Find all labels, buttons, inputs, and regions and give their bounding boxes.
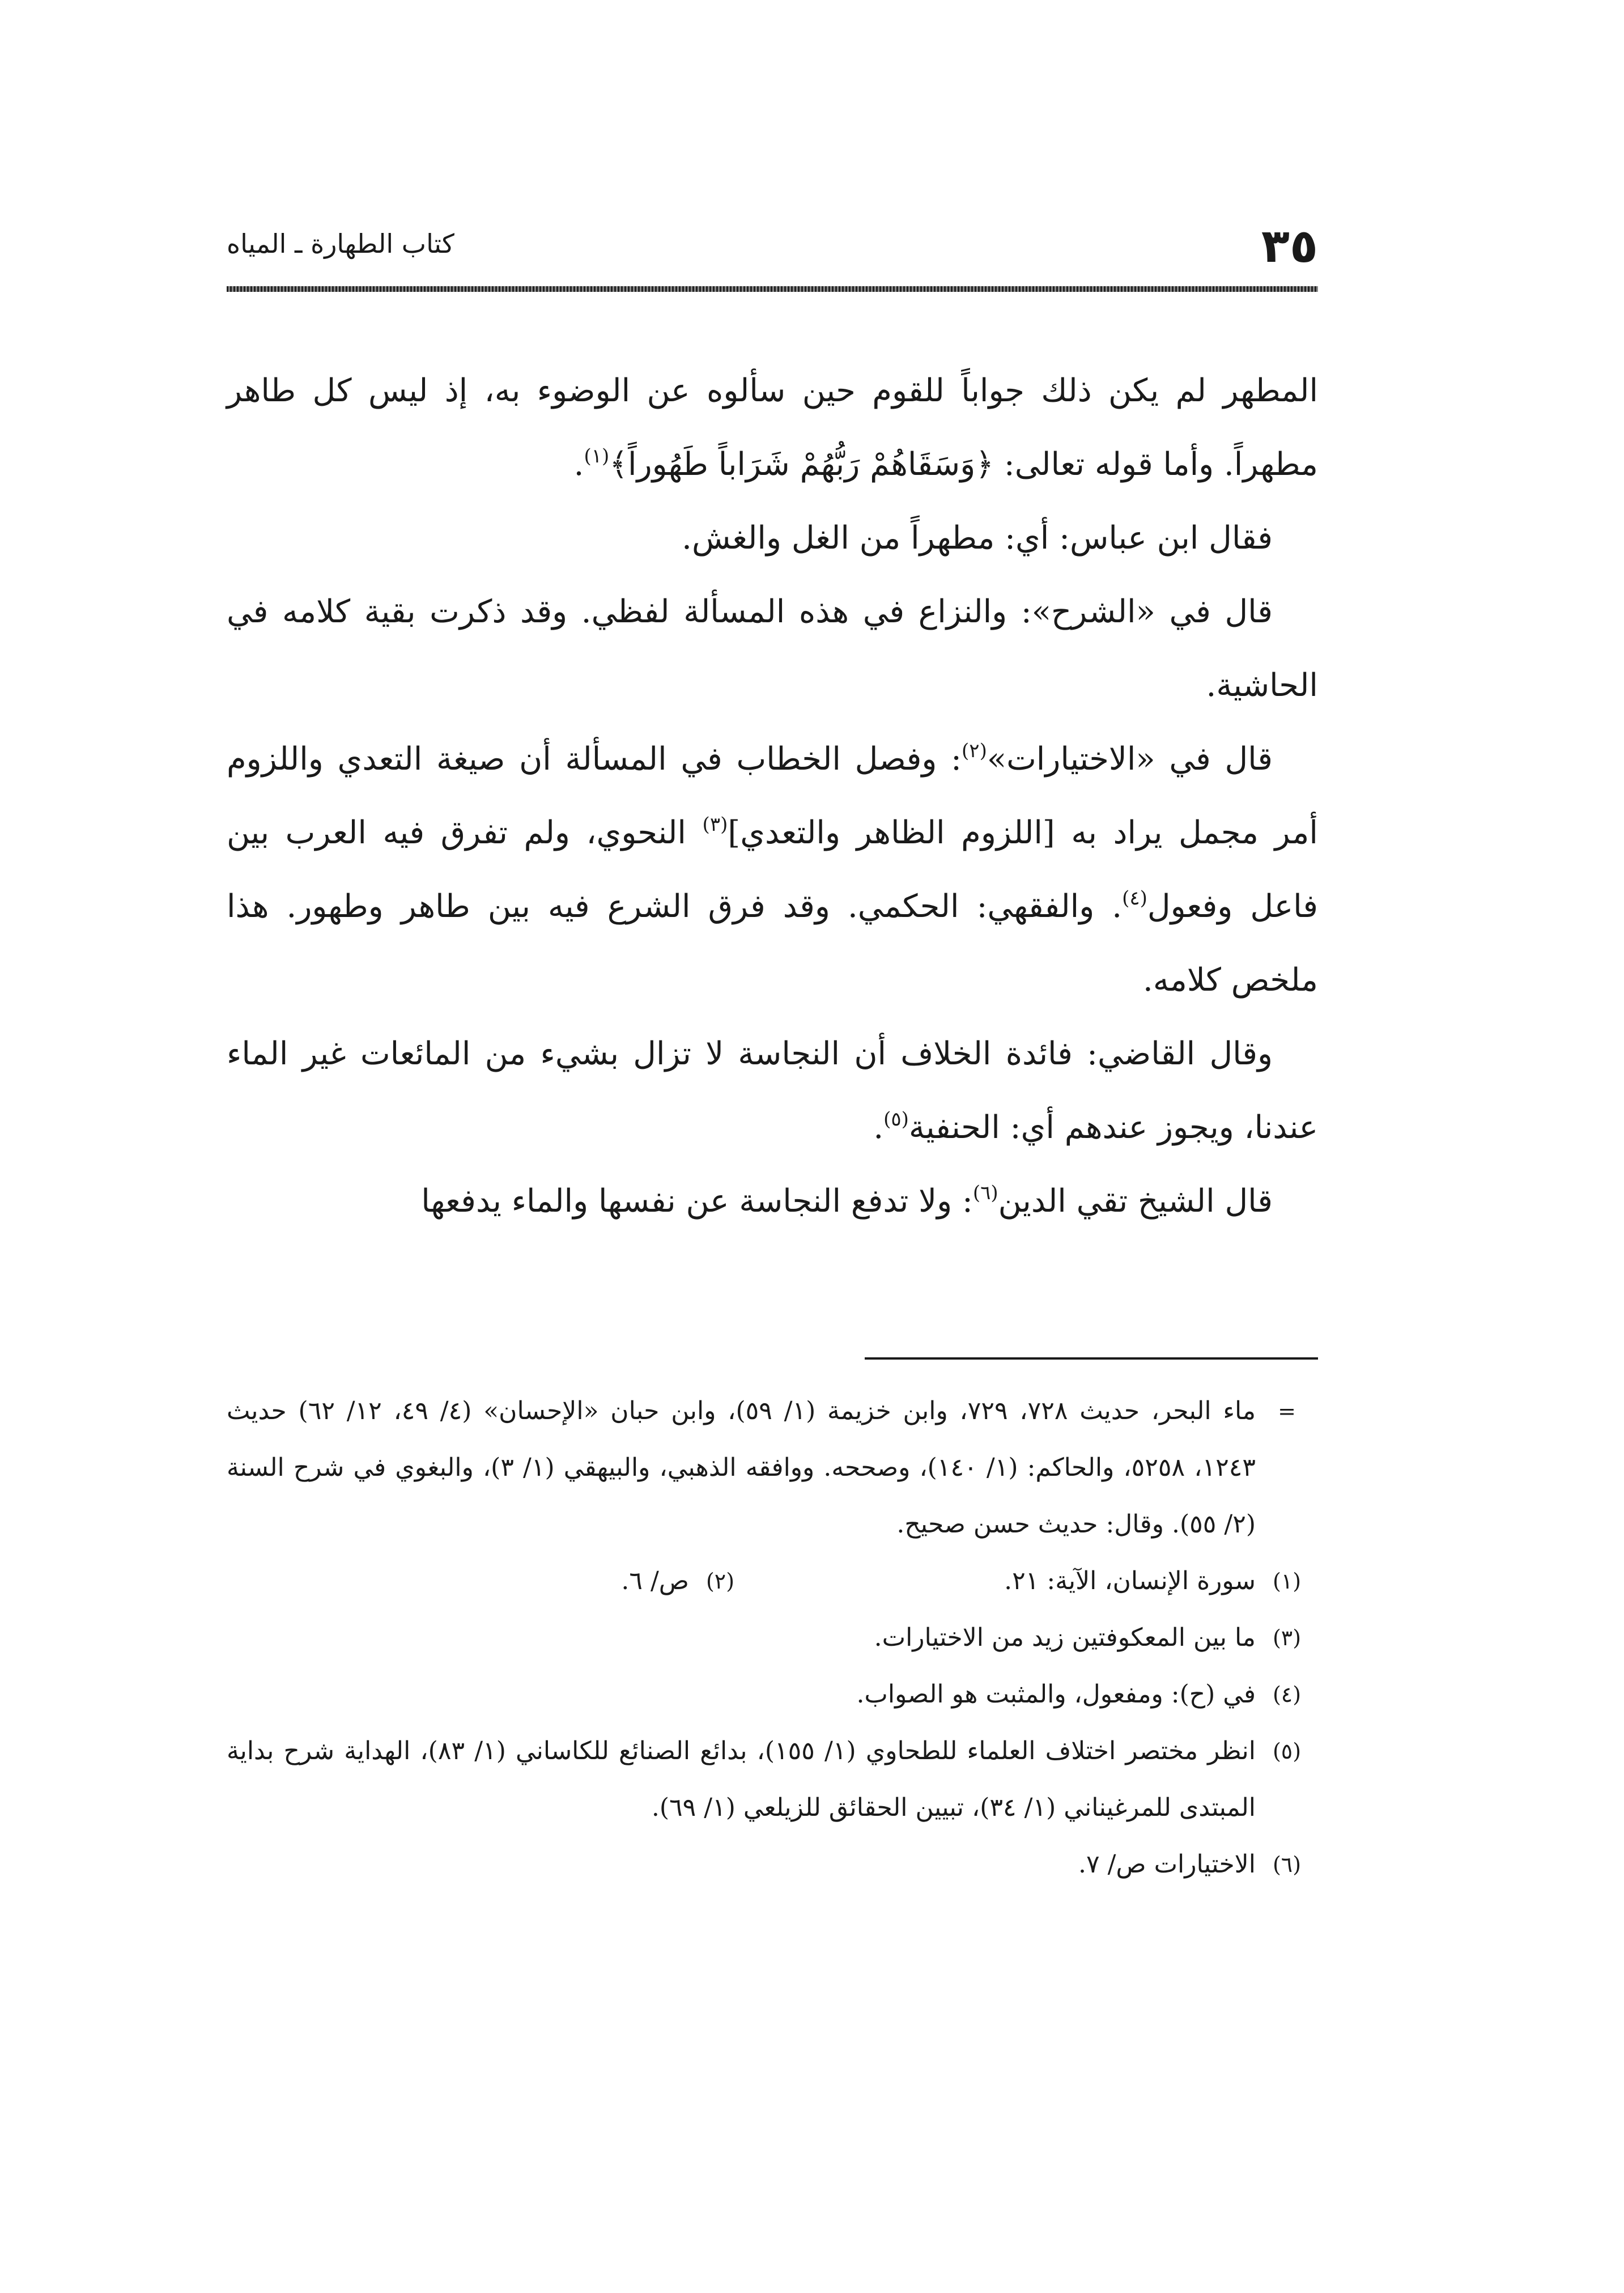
footnote-ref-6: (٦)	[972, 1182, 998, 1204]
paragraph-1-end: .	[573, 446, 584, 483]
footnote-mark: (١)	[1272, 1569, 1302, 1594]
footnote-3	[227, 1610, 1318, 1666]
footnote-4	[227, 1666, 1318, 1723]
footnote-ref-1: (١)	[584, 445, 610, 468]
footnote-mark: (٥)	[1272, 1739, 1302, 1764]
paragraph-4-text-a: قال في «الاختيارات»	[987, 741, 1273, 778]
paragraph-5-text: وقال القاضي: فائدة الخلاف أن النجاسة لا تزال بشيء من المائعات غير الماء عندنا، ويجوز عندهم أي: الحنفية	[227, 1035, 1318, 1146]
footnote-text: ص/ ٦.	[621, 1566, 689, 1595]
footnote-5	[227, 1723, 1318, 1836]
paragraph-4-text-b: : وفصل الخطاب في المسألة أن صيغة التعدي واللزوم أمر مجمل يراد به [اللزوم الظاهر والتعدي]	[227, 741, 1318, 851]
page-number: ٣٥	[1261, 219, 1318, 273]
footnote-6	[227, 1836, 1318, 1893]
paragraph-5-end: .	[873, 1109, 884, 1146]
header-divider	[227, 286, 1318, 292]
paragraph-1-text: المطهر لم يكن ذلك جواباً للقوم حين سألوه عن الوضوء به، إذ ليس كل طاهر مطهراً. وأما قوله تعالى: ﴿وَسَقَاهُمْ رَبُّهُمْ شَرَاباً طَهُوراً﴾	[227, 372, 1318, 483]
footnote-ref-2: (٢)	[962, 740, 987, 762]
paragraph-2: فقال ابن عباس: أي: مطهراً من الغل والغش.	[682, 520, 1273, 557]
footnote-mark: (٤)	[1272, 1682, 1302, 1707]
footnote-mark: (٣)	[1272, 1625, 1302, 1650]
paragraph-6-text-b: : ولا تدفع النجاسة عن نفسها والماء يدفعها	[421, 1183, 973, 1220]
footnote-mark: (٢)	[705, 1569, 735, 1594]
footnote-ref-5: (٥)	[883, 1108, 909, 1131]
footnote-2	[621, 1553, 751, 1610]
footnote-mark: =	[1278, 1399, 1296, 1424]
footnote-text: سورة الإنسان، الآية: ٢١.	[1004, 1566, 1256, 1595]
paragraph-5	[227, 1017, 1318, 1165]
paragraph-6	[227, 1165, 1318, 1238]
footnote-1	[751, 1553, 1318, 1610]
footnote-separator	[865, 1357, 1318, 1360]
paragraph-1	[227, 354, 1318, 502]
footnotes	[227, 1383, 1318, 1893]
running-head	[227, 215, 1318, 278]
footnote-text: ما بين المعكوفتين زيد من الاختيارات.	[874, 1623, 1256, 1652]
paragraph-3: قال في «الشرح»: والنزاع في هذه المسألة لفظي. وقد ذكرت بقية كلامه في الحاشية.	[227, 593, 1318, 704]
footnote-ref-3: (٣)	[702, 813, 728, 836]
paragraph-4	[227, 723, 1318, 1017]
paragraph-6-text-a: قال الشيخ تقي الدين	[998, 1183, 1273, 1220]
footnote-text: الاختيارات ص/ ٧.	[1078, 1850, 1256, 1879]
chapter-title: كتاب الطهارة ـ المياه	[227, 228, 454, 259]
footnote-text: في (ح): ومفعول، والمثبت هو الصواب.	[856, 1680, 1256, 1709]
main-text	[227, 354, 1318, 1238]
footnote-ref-4: (٤)	[1122, 887, 1147, 910]
paragraph-4-text-d: . والفقهي: الحكمي. وقد فرق الشرع فيه بين طاهر وطهور. هذا ملخص كلامه.	[227, 888, 1318, 999]
footnote-text: ماء البحر، حديث ٧٢٨، ٧٢٩، وابن خزيمة (١/ ٥٩)، وابن حبان «الإحسان» (٤/ ٤٩، ١٢/ ٦٢) حديث ١٢٤٣، ٥٢٥٨، والحاكم: (١/ ١٤٠)، وصححه. ووافقه الذهبي، والبيهقي (١/ ٣)، والبغوي في شرح السنة (٢/ ٥٥). وقال: حديث حسن صحيح.	[227, 1396, 1256, 1539]
paragraph-4-text-c: النحوي، ولم تفرق فيه العرب بين فاعل وفعول	[227, 814, 1319, 925]
footnote-continued	[227, 1383, 1318, 1553]
footnote-text: انظر مختصر اختلاف العلماء للطحاوي (١/ ١٥٥)، بدائع الصنائع للكاساني (١/ ٨٣)، الهداية شرح بداية المبتدى للمرغيناني (١/ ٣٤)، تبيين الحقائق للزيلعي (١/ ٦٩).	[227, 1736, 1256, 1822]
footnote-mark: (٦)	[1272, 1852, 1302, 1877]
footnote-row-1-2	[227, 1553, 1318, 1610]
